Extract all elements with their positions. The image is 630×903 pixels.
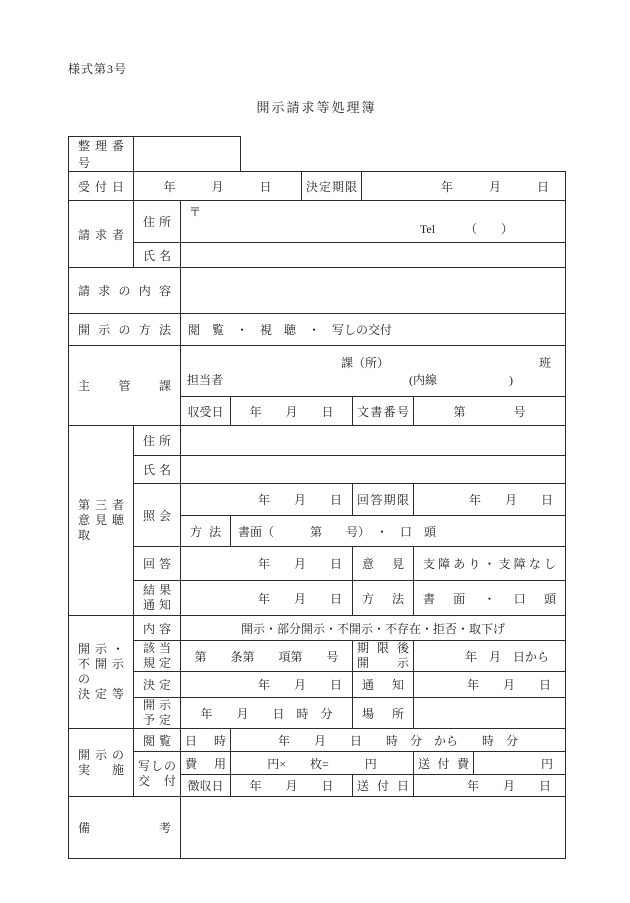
row-inquiry-date bbox=[69, 484, 566, 516]
section-receipt-date-value: 年 月 日 bbox=[231, 397, 353, 426]
cost-value: 円× 枚= 円 bbox=[231, 752, 414, 775]
viewing-label: 閲覧 bbox=[134, 729, 181, 752]
result-notice-date-value: 年 月 日 bbox=[181, 581, 353, 616]
thirdparty-address-label: 住所 bbox=[134, 426, 181, 456]
row-disclosure-method bbox=[69, 314, 566, 346]
late-disclosure-label: 期限後 開示 bbox=[353, 641, 414, 672]
document-number-label: 文書番号 bbox=[353, 397, 414, 426]
row-decision-date bbox=[69, 672, 566, 698]
requester-label: 請求者 bbox=[69, 201, 134, 268]
disclosure-register-table bbox=[68, 136, 566, 859]
decision-date-label: 決定 bbox=[134, 672, 181, 698]
opinion-label: 意見 bbox=[353, 547, 414, 581]
row-reference-number bbox=[69, 137, 566, 172]
notification-date-value: 年 月 日 bbox=[414, 672, 566, 698]
remarks-value-cell bbox=[181, 797, 566, 859]
result-notice-method-label: 方法 bbox=[353, 581, 414, 616]
viewing-datetime-label: 日時 bbox=[181, 729, 231, 752]
decision-content-label: 内容 bbox=[134, 616, 181, 641]
section-office-label: 課（所） bbox=[341, 356, 390, 370]
collection-date-value: 年 月 日 bbox=[231, 775, 353, 797]
opinion-value: 支障あり・支障なし bbox=[414, 547, 566, 581]
notification-label: 通知 bbox=[353, 672, 414, 698]
decision-deadline-label: 決定期限 bbox=[302, 172, 362, 201]
thirdparty-name-label: 氏名 bbox=[134, 456, 181, 484]
responsible-section-label: 主管課 bbox=[69, 346, 181, 426]
collection-date-label: 徴収日 bbox=[181, 775, 231, 797]
thirdparty-name-value-cell bbox=[181, 456, 566, 484]
viewing-datetime-value: 年 月 日 時 分 から 時 分 bbox=[231, 729, 566, 752]
decision-deadline-value: 年 月 日 bbox=[362, 172, 566, 201]
request-content-value-cell bbox=[181, 268, 566, 314]
sending-date-value: 年 月 日 bbox=[414, 775, 566, 797]
result-notice-label: 結果 通知 bbox=[134, 581, 181, 616]
address-label: 住所 bbox=[134, 201, 181, 243]
inquiry-date-value: 年 月 日 bbox=[181, 484, 353, 516]
address-value-cell bbox=[181, 201, 566, 243]
decision-content-value: 開示・部分開示・不開示・不存在・拒否・取下げ bbox=[181, 616, 566, 641]
extension-label: (内線 ) bbox=[409, 373, 514, 387]
thirdparty-address-value-cell bbox=[181, 426, 566, 456]
form-title: 開示請求等処理簿 bbox=[256, 100, 377, 115]
form-number: 様式第3号 bbox=[68, 62, 128, 76]
sending-date-label: 送付日 bbox=[353, 775, 414, 797]
row-decision-content bbox=[69, 616, 566, 641]
planned-disclosure-datetime: 年 月 日 時 分 bbox=[181, 698, 353, 729]
result-notice-method-value: 書面・口頭 bbox=[414, 581, 566, 616]
cost-label: 費用 bbox=[181, 752, 231, 775]
row-requester-address bbox=[69, 201, 566, 243]
disclosure-implementation-label: 開示の 実施 bbox=[69, 729, 134, 797]
row-remarks bbox=[69, 797, 566, 859]
disclosure-method-label: 開示の方法 bbox=[69, 314, 181, 346]
copy-issue-label: 写しの 交付 bbox=[134, 752, 181, 797]
team-label: 班 bbox=[539, 356, 552, 370]
responsible-section-detail-cell bbox=[181, 346, 566, 397]
row-thirdparty-address bbox=[69, 426, 566, 456]
row-planned-disclosure bbox=[69, 698, 566, 729]
postage-value: 円 bbox=[474, 752, 566, 775]
row-viewing bbox=[69, 729, 566, 752]
reference-number-label: 整理番号 bbox=[69, 137, 134, 172]
decision-date-value: 年 月 日 bbox=[181, 672, 353, 698]
request-content-label: 請求の内容 bbox=[69, 268, 181, 314]
inquiry-method-value: 書面（ 第 号） ・ 口 頭 bbox=[231, 516, 566, 547]
document-number-value: 第 号 bbox=[414, 397, 566, 426]
reference-number-value-cell bbox=[134, 137, 241, 172]
row-copy-cost bbox=[69, 752, 566, 775]
planned-disclosure-label: 開示 予定 bbox=[134, 698, 181, 729]
row-applicable-provision bbox=[69, 641, 566, 672]
row-requester-name bbox=[69, 243, 566, 268]
inquiry-label: 照会 bbox=[134, 484, 181, 547]
row-thirdparty-name bbox=[69, 456, 566, 484]
remarks-label: 備考 bbox=[69, 797, 181, 859]
place-value-cell bbox=[414, 698, 566, 729]
applicable-provision-label: 該当 規定 bbox=[134, 641, 181, 672]
reply-label: 回答 bbox=[134, 547, 181, 581]
disclosure-method-value: 閲 覧 ・ 視 聴 ・ 写しの交付 bbox=[181, 314, 566, 346]
row-result-notice bbox=[69, 581, 566, 616]
place-label: 場所 bbox=[353, 698, 414, 729]
name-value-cell bbox=[181, 243, 566, 268]
reply-deadline-value: 年 月 日 bbox=[414, 484, 566, 516]
row-receipt-date bbox=[69, 172, 566, 201]
section-receipt-date-label: 収受日 bbox=[181, 397, 231, 426]
reference-number-spacer bbox=[241, 137, 566, 172]
inquiry-method-label: 方法 bbox=[181, 516, 231, 547]
name-label: 氏名 bbox=[134, 243, 181, 268]
postage-label: 送付費 bbox=[414, 752, 474, 775]
late-disclosure-value: 年 月 日から bbox=[414, 641, 566, 672]
postal-mark: 〒 bbox=[189, 205, 202, 219]
applicable-provision-value: 第 条第 項第 号 bbox=[181, 641, 353, 672]
reply-date-value: 年 月 日 bbox=[181, 547, 353, 581]
row-reply bbox=[69, 547, 566, 581]
row-responsible-section bbox=[69, 346, 566, 397]
person-in-charge-label: 担当者 bbox=[187, 373, 224, 387]
disclosure-decision-label: 開示・ 不開示の 決定等 bbox=[69, 616, 134, 729]
thirdparty-hearing-label: 第三者 意見聴取 bbox=[69, 426, 134, 616]
receipt-date-value: 年 月 日 bbox=[134, 172, 302, 201]
tel-value: Tel （ ） bbox=[419, 222, 514, 236]
row-request-content bbox=[69, 268, 566, 314]
reply-deadline-label: 回答期限 bbox=[353, 484, 414, 516]
receipt-date-label: 受付日 bbox=[69, 172, 134, 201]
